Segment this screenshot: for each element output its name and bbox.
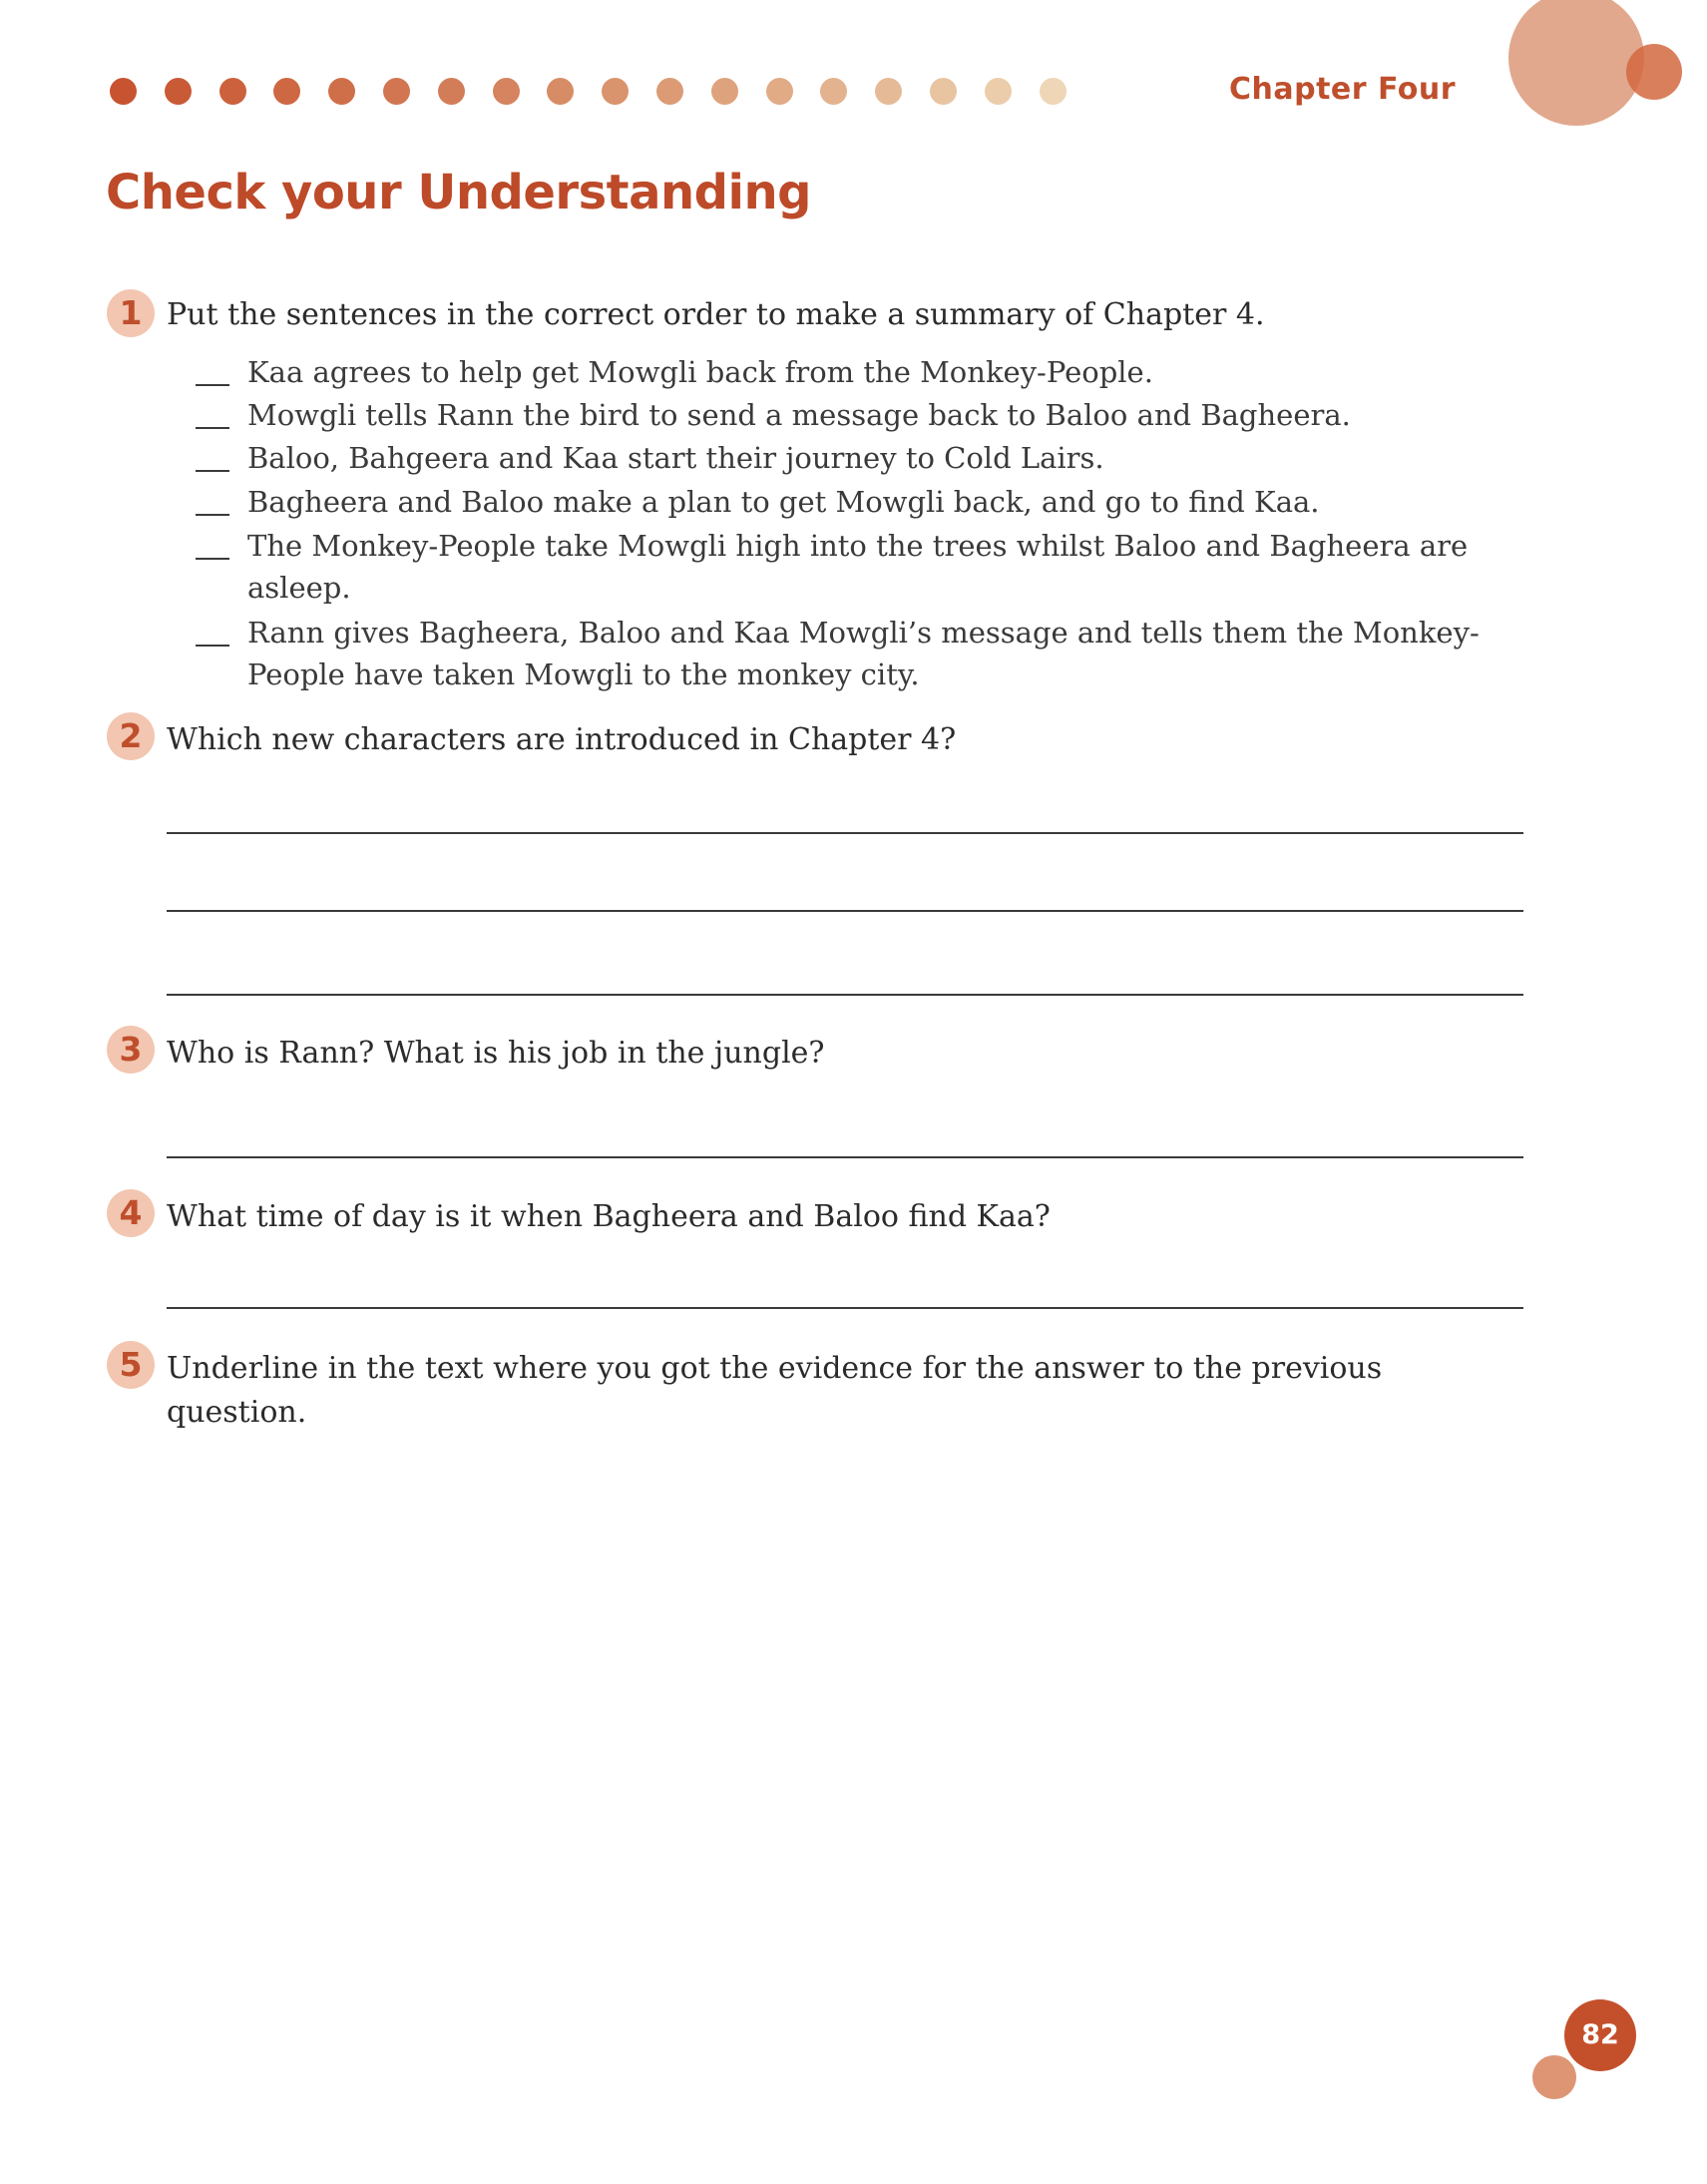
decorative-dot: [602, 78, 629, 105]
list-item-text-continued: People have taken Mowgli to the monkey city.: [247, 657, 920, 691]
question-number-badge: 4: [107, 1189, 155, 1237]
decorative-dot: [766, 78, 793, 105]
answer-line[interactable]: [167, 832, 1523, 834]
decorative-dot: [656, 78, 683, 105]
question-number-badge: 2: [107, 712, 155, 760]
decorative-circle-page: [1532, 2055, 1576, 2099]
answer-line[interactable]: [167, 1307, 1523, 1309]
list-item-text: Kaa agrees to help get Mowgli back from the Monkey-People.: [247, 355, 1153, 389]
decorative-dot: [493, 78, 520, 105]
question-number-badge: 5: [107, 1341, 155, 1389]
answer-line[interactable]: [167, 910, 1523, 912]
order-blank[interactable]: [196, 427, 229, 429]
order-blank[interactable]: [196, 384, 229, 386]
question-text: Underline in the text where you got the evidence for the answer to the previous question.: [167, 1351, 1383, 1430]
question-number-badge: 1: [107, 289, 155, 337]
list-item-text-continued: asleep.: [247, 571, 351, 605]
decorative-circle-large: [1508, 0, 1644, 126]
order-blank[interactable]: [196, 514, 229, 516]
decorative-dot: [820, 78, 847, 105]
chapter-label: Chapter Four: [1229, 72, 1457, 107]
list-item-text: Baloo, Bahgeera and Kaa start their journey to Cold Lairs.: [247, 441, 1104, 475]
decorative-dot: [438, 78, 465, 105]
decorative-dot: [110, 78, 137, 105]
list-item-text: Rann gives Bagheera, Baloo and Kaa Mowgli’s message and tells them the Monkey-: [247, 616, 1480, 650]
decorative-circle-small: [1626, 44, 1682, 100]
order-blank[interactable]: [196, 558, 229, 560]
decorative-dot: [1040, 78, 1067, 105]
decorative-dot: [930, 78, 957, 105]
decorative-dot: [875, 78, 902, 105]
decorative-dot: [219, 78, 246, 105]
decorative-dot: [547, 78, 574, 105]
answer-line[interactable]: [167, 994, 1523, 996]
answer-line[interactable]: [167, 1156, 1523, 1158]
question-number-badge: 3: [107, 1026, 155, 1074]
page-number: 82: [1564, 1999, 1636, 2071]
decorative-dot: [383, 78, 410, 105]
decorative-dot: [328, 78, 355, 105]
list-item-text: Mowgli tells Rann the bird to send a message back to Baloo and Bagheera.: [247, 398, 1351, 432]
decorative-dot: [273, 78, 300, 105]
question-text: Who is Rann? What is his job in the jungle?: [167, 1036, 825, 1071]
decorative-dot: [165, 78, 192, 105]
page-title: Check your Understanding: [106, 165, 812, 220]
list-item-text: Bagheera and Baloo make a plan to get Mowgli back, and go to find Kaa.: [247, 485, 1320, 519]
decorative-dot: [711, 78, 738, 105]
order-blank[interactable]: [196, 470, 229, 472]
order-blank[interactable]: [196, 645, 229, 647]
question-text: Put the sentences in the correct order to make a summary of Chapter 4.: [167, 297, 1265, 332]
decorative-dot: [985, 78, 1012, 105]
list-item-text: The Monkey-People take Mowgli high into the trees whilst Baloo and Bagheera are: [247, 529, 1469, 563]
question-text: Which new characters are introduced in Chapter 4?: [167, 722, 957, 757]
question-text: What time of day is it when Bagheera and Baloo find Kaa?: [167, 1199, 1051, 1234]
